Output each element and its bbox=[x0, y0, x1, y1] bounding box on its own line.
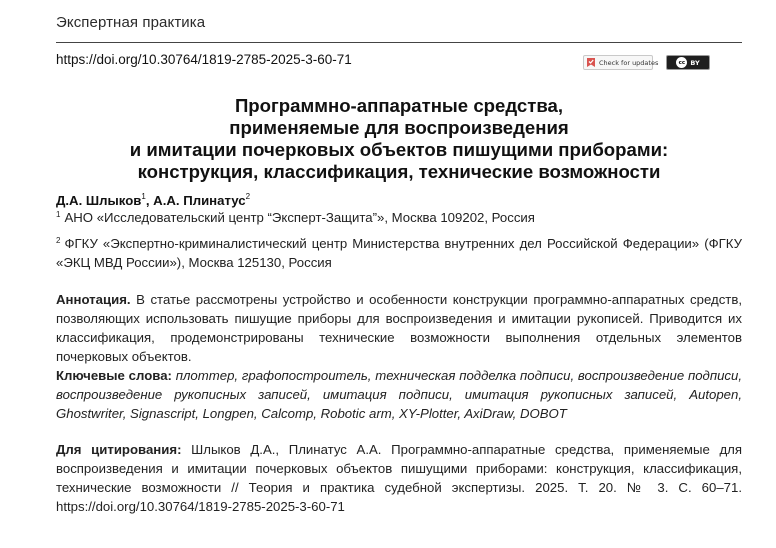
title-line: применяемые для воспроизведения bbox=[229, 117, 569, 138]
article-title bbox=[56, 95, 742, 183]
keywords-label: Ключевые слова: bbox=[56, 368, 172, 383]
header-divider bbox=[56, 42, 742, 43]
affiliation-mark: 1 bbox=[56, 210, 61, 219]
citation-block bbox=[56, 440, 742, 516]
doi-link[interactable]: https://doi.org/10.30764/1819-2785-2025-3-60-71 bbox=[56, 52, 352, 67]
author-list bbox=[56, 192, 250, 208]
keywords-text: плоттер, графопостроитель, техническая подделка подписи, воспроизведение подписи, воспроизведение рукописных записей, имитация подписи, имитация рукописных записей, Autopen, Ghostwriter, Signascript, Longpen, Calcomp, Robotic arm, XY-Plotter, AxiDraw, DOBOT bbox=[56, 368, 743, 421]
author-affiliation-mark: 2 bbox=[245, 192, 251, 201]
title-line: и имитации почерковых объектов пишущими приборами: bbox=[129, 139, 669, 160]
title-line: Программно-аппаратные средства, bbox=[234, 95, 564, 116]
affiliation-mark: 2 bbox=[56, 236, 61, 245]
citation-label: Для цитирования: bbox=[56, 442, 182, 457]
cc-icon: cc bbox=[676, 57, 687, 68]
check-for-updates-label: Check for updates bbox=[599, 58, 659, 67]
affiliation-text: ФГКУ «Экспертно-криминалистический центр Министерства внутренних дел Российской Федерации» (ФГКУ «ЭКЦ МВД России»), Москва 125130, Россия bbox=[56, 236, 742, 270]
title-line: конструкция, классификация, технические возможности bbox=[137, 161, 661, 182]
journal-section-label: Экспертная практика bbox=[56, 14, 206, 31]
citation-text: Шлыков Д.А., Плинатус А.А. Программно-аппаратные средства, применяемые для воспроизведения и имитации почерковых объектов пишущими приборами: конструкция, классификация, технические возможности // Теория и практика судебной экспертизы. 2025. Т. 20. № 3. С. 60–71. https://doi.org/10.30764/1819-2785-2025-3-60-71 bbox=[56, 442, 742, 514]
abstract-block bbox=[56, 290, 742, 366]
author-separator: , bbox=[145, 193, 154, 208]
by-icon: BY bbox=[690, 58, 700, 67]
cc-by-license-badge[interactable] bbox=[666, 55, 710, 70]
abstract-label: Аннотация. bbox=[56, 292, 131, 307]
check-for-updates-badge[interactable] bbox=[583, 55, 659, 70]
keywords-block bbox=[56, 366, 742, 423]
author-name: А.А. Плинатус bbox=[153, 193, 246, 208]
abstract-text: В статье рассмотрены устройство и особенности конструкции программно-аппаратных средств, позволяющих использовать пишущие приборы для воспроизведения и имитации рукописей. Приводится их классификация, продемонстрированы технические возможности выполнения отдельных элементов почерковых объектов. bbox=[56, 292, 742, 364]
affiliation-2 bbox=[56, 231, 742, 272]
affiliation-1 bbox=[56, 210, 535, 225]
affiliation-text: АНО «Исследовательский центр “Эксперт-Защита”», Москва 109202, Россия bbox=[64, 210, 535, 225]
author-affiliation-mark: 1 bbox=[141, 192, 146, 201]
author-name: Д.А. Шлыков bbox=[56, 193, 142, 208]
check-for-updates-icon bbox=[586, 57, 596, 68]
